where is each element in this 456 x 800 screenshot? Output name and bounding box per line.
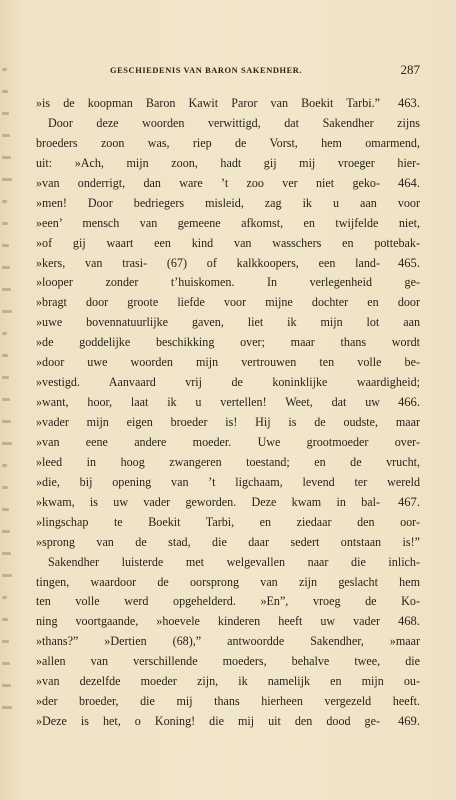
line-text: ten volle werd opgehelderd. »En”, vroeg de Ko- [36,594,420,609]
line-text: »leed in hoog zwangeren toestand; en de vrucht, [36,454,420,469]
text-line [36,174,420,194]
line-text: »thans?” »Dertien (68),” antwoordde Sakendher, »maar [36,634,420,649]
page-number: 287 [400,62,420,77]
line-text: »looper zonder t’huiskomen. In verlegenheid ge- [36,275,420,290]
text-line [36,413,420,433]
line-text: »van eene andere moeder. Uwe grootmoeder over- [36,434,420,449]
verse-number: 466. [397,395,420,410]
bleed-mark [2,442,12,445]
margin-bleed-marks [0,60,14,740]
bleed-mark [2,112,9,115]
bleed-mark [2,684,11,687]
running-title: GESCHIEDENIS VAN BARON SAKENDHER. [110,66,303,75]
verse-number: 464. [397,175,420,190]
bleed-mark [2,332,7,335]
text-line [36,493,420,513]
bleed-mark [2,706,12,709]
line-text: »kwam, is uw vader geworden. Deze kwam in bal- [36,494,380,509]
line-text: »Deze is het, o Koning! die mij uit den dood ge- [36,714,380,729]
text-line [36,333,420,353]
line-text: Door deze woorden verwittigd, dat Sakendher zijns [48,115,420,130]
line-text: »is de koopman Baron Kawit Paror van Boekit Tarbi.” [36,96,380,110]
text-line [36,533,420,553]
text-line [36,134,420,154]
bleed-mark [2,486,8,489]
bleed-mark [2,68,7,71]
bleed-mark [2,134,10,137]
bleed-mark [2,464,7,467]
line-text: »want, hoor, laat ik u vertellen! Weet, dat uw [36,395,380,410]
text-line [36,632,420,652]
line-text: ning voortgaande, »hoevele kinderen heeft uw vader [36,614,380,629]
line-text: »een’ mensch van gemeene afkomst, en twijfelde niet, [36,215,420,230]
bleed-mark [2,640,9,643]
text-line [36,692,420,712]
bleed-mark [2,398,10,401]
line-text: »lingschap te Boekit Tarbi, en ziedaar den oor- [36,514,420,529]
body-text [36,94,420,732]
bleed-mark [2,90,8,93]
text-line [36,672,420,692]
line-text: »door uwe woorden mijn vertrouwen ten volle be- [36,355,420,370]
text-line [36,114,420,134]
line-text: Sakendher luisterde met welgevallen naar die inlich- [48,554,420,569]
bleed-mark [2,288,11,291]
text-line [36,293,420,313]
line-text: »van onderrigt, dan ware ’t zoo ver niet geko- [36,175,380,190]
verse-number: 469. [397,714,420,729]
line-text: »bragt door groote liefde voor mijne dochter en door [36,295,420,310]
text-line [36,194,420,214]
text-line [36,234,420,254]
bleed-mark [2,574,12,577]
bleed-mark [2,530,10,533]
bleed-mark [2,200,7,203]
line-text: uit: »Ach, mijn zoon, hadt gij mij vroeger hier- [36,155,420,170]
line-text: »der broeder, die mij thans hierheen vergezeld heeft. [36,694,420,709]
verse-number: 468. [397,614,420,629]
verse-number: 463. [397,96,420,110]
bleed-mark [2,596,7,599]
line-text: tingen, waardoor de oorsprong van zijn geslacht hem [36,574,420,589]
verse-number: 465. [397,255,420,270]
line-text: »uwe bovennatuurlijke gaven, liet ik mijn lot aan [36,315,420,330]
text-line [36,453,420,473]
bleed-mark [2,222,8,225]
text-line [36,433,420,453]
bleed-mark [2,662,10,665]
text-line [36,393,420,413]
page-header [40,64,420,80]
text-line [36,612,420,632]
line-text: »vestigd. Aanvaard vrij de koninklijke waardigheid; [36,375,420,390]
bleed-mark [2,178,12,181]
text-line [36,652,420,672]
line-text: »de goddelijke beschikking over; maar thans wordt [36,335,420,350]
bleed-mark [2,156,11,159]
line-text: »men! Door bedriegers misleid, zag ik u aan voor [36,195,420,210]
bleed-mark [2,266,10,269]
bleed-mark [2,552,11,555]
bleed-mark [2,618,8,621]
bleed-mark [2,244,9,247]
text-line [36,553,420,573]
line-text: »vader mijn eigen broeder is! Hij is de oudste, maar [36,415,420,429]
bleed-mark [2,420,11,423]
text-line [36,214,420,234]
bleed-mark [2,310,12,313]
text-line [36,573,420,593]
line-text: »sprong van de stad, die daar sedert ontstaan is!” [36,534,420,549]
verse-number: 467. [397,494,420,509]
line-text: »kers, van trasi- (67) of kalkkoopers, een land- [36,255,380,270]
text-line [36,513,420,533]
line-text: »die, bij opening van ’t ligchaam, levend ter wereld [36,474,420,489]
line-text: broeders zoon was, riep de Vorst, hem omarmend, [36,135,420,150]
bleed-mark [2,376,9,379]
text-line [36,712,420,732]
text-line [36,154,420,174]
line-text: »allen van verschillende moeders, behalve twee, die [36,654,420,669]
bleed-mark [2,508,9,511]
text-line [36,592,420,612]
bleed-mark [2,354,8,357]
text-line [36,254,420,274]
text-line [36,313,420,333]
text-line [36,353,420,373]
line-text: »of gij waart een kind van wasschers en pottebak- [36,235,420,250]
text-line [36,273,420,293]
text-line [36,373,420,393]
line-text: »van dezelfde moeder zijn, ik namelijk en mijn ou- [36,674,420,689]
text-line [36,94,420,114]
text-line [36,473,420,493]
